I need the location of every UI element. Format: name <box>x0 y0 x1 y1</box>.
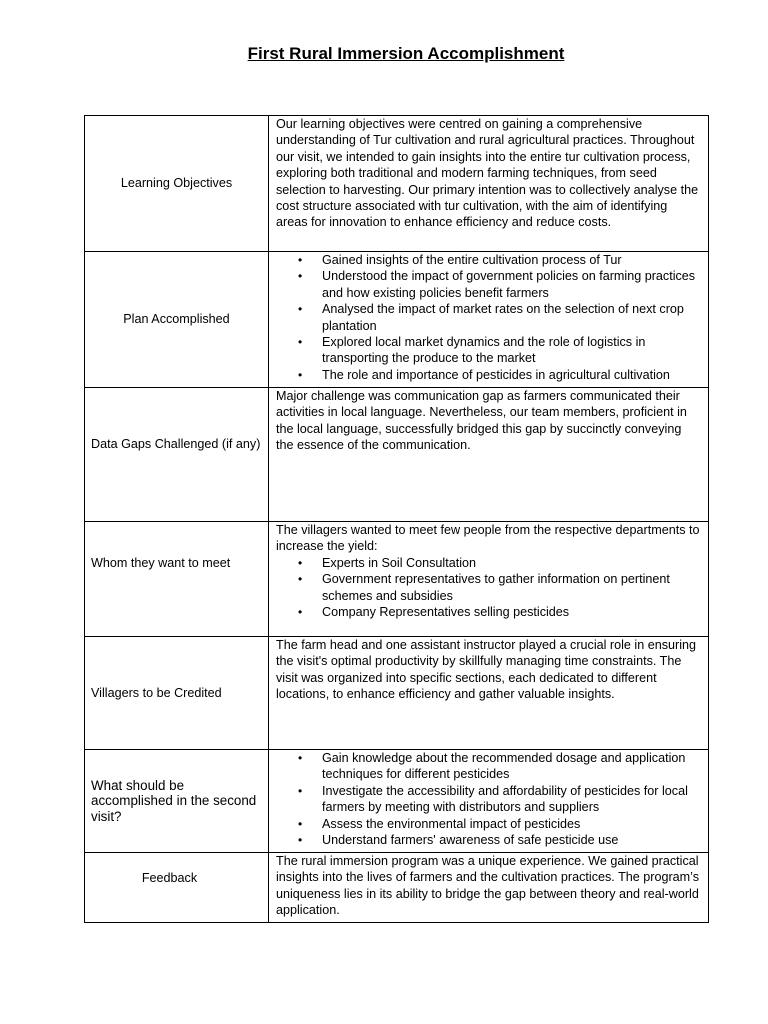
row-content-cell <box>269 116 709 252</box>
row-label: Data Gaps Challenged (if any) <box>91 436 261 451</box>
table-row <box>85 252 709 388</box>
bullet-item: • Assess the environmental impact of pesticides <box>276 816 702 832</box>
bullet-item: • Experts in Soil Consultation <box>276 555 702 571</box>
row-label-cell <box>85 522 269 637</box>
row-content-cell <box>269 522 709 637</box>
row-text: The farm head and one assistant instructor played a crucial role in ensuring the visit's optimal productivity by skillfully managing time constraints. The visit was organized into specific sections, each dedicated to different locations, to enhance efficiency and gather valuable insights. <box>276 638 697 702</box>
row-label-cell <box>85 388 269 522</box>
bullet-item: • Explored local market dynamics and the role of logistics in transporting the produce to the market <box>276 334 702 367</box>
bullet-item: • Government representatives to gather information on pertinent schemes and subsidies <box>276 571 702 604</box>
row-text: The villagers wanted to meet few people from the respective departments to increase the yield: <box>276 523 700 554</box>
row-label: Villagers to be Credited <box>91 685 222 700</box>
table-row <box>85 116 709 252</box>
bullet-list <box>276 555 702 621</box>
row-label: Plan Accomplished <box>123 312 230 327</box>
bullet-item: • Gain knowledge about the recommended dosage and application techniques for different pesticides <box>276 750 702 783</box>
row-label-cell <box>85 750 269 853</box>
page-title: First Rural Immersion Accomplishment <box>247 44 565 63</box>
bullet-item: • The role and importance of pesticides in agricultural cultivation <box>276 367 702 383</box>
bullet-item: • Understand farmers' awareness of safe pesticide use <box>276 832 702 848</box>
row-text: Our learning objectives were centred on gaining a comprehensive understanding of Tur cultivation and rural agricultural practices. Throughout our visit, we intended to gain insights into the entire tur cultivation process, exploring both traditional and modern farming techniques, from seed selection to harvesting. Our primary intention was to collectively analyse the cost structure associated with tur cultivation, with the aim of identifying areas for innovation to enhance efficiency and reduce costs. <box>276 117 699 230</box>
row-label-cell <box>85 252 269 388</box>
row-label: Learning Objectives <box>120 176 233 191</box>
row-label-cell <box>85 853 269 923</box>
row-content-cell <box>269 853 709 923</box>
bullet-item: • Investigate the accessibility and affordability of pesticides for local farmers by meeting with distributors and suppliers <box>276 783 702 816</box>
row-content-cell <box>269 637 709 750</box>
row-label: What should be accomplished in the second visit? <box>91 777 257 824</box>
row-label: Feedback <box>141 870 198 885</box>
table-row <box>85 522 709 637</box>
bullet-list <box>276 252 702 383</box>
row-label: Whom they want to meet <box>91 555 231 570</box>
bullet-item: • Gained insights of the entire cultivation process of Tur <box>276 252 702 268</box>
table-row <box>85 388 709 522</box>
table-row <box>85 637 709 750</box>
row-content-cell <box>269 750 709 853</box>
bullet-item: • Understood the impact of government policies on farming practices and how existing policies benefit farmers <box>276 268 702 301</box>
row-content-cell <box>269 252 709 388</box>
row-text: Major challenge was communication gap as farmers communicated their activities in local language. Nevertheless, our team members, proficient in the local language, successfully bridged this gap by succinctly conveying the essence of the communication. <box>276 389 687 453</box>
bullet-list <box>276 750 702 848</box>
table-row <box>85 853 709 923</box>
bullet-item: • Analysed the impact of market rates on the selection of next crop plantation <box>276 301 702 334</box>
row-content-cell <box>269 388 709 522</box>
bullet-item: • Company Representatives selling pesticides <box>276 604 702 620</box>
accomplishment-table <box>84 115 709 923</box>
row-label-cell <box>85 116 269 252</box>
row-label-cell <box>85 637 269 750</box>
row-text: The rural immersion program was a unique experience. We gained practical insights into the lives of farmers and the cultivation practices. The program’s uniqueness lies in its ability to bridge the gap between theory and real-world application. <box>276 854 700 918</box>
table-row <box>85 750 709 853</box>
